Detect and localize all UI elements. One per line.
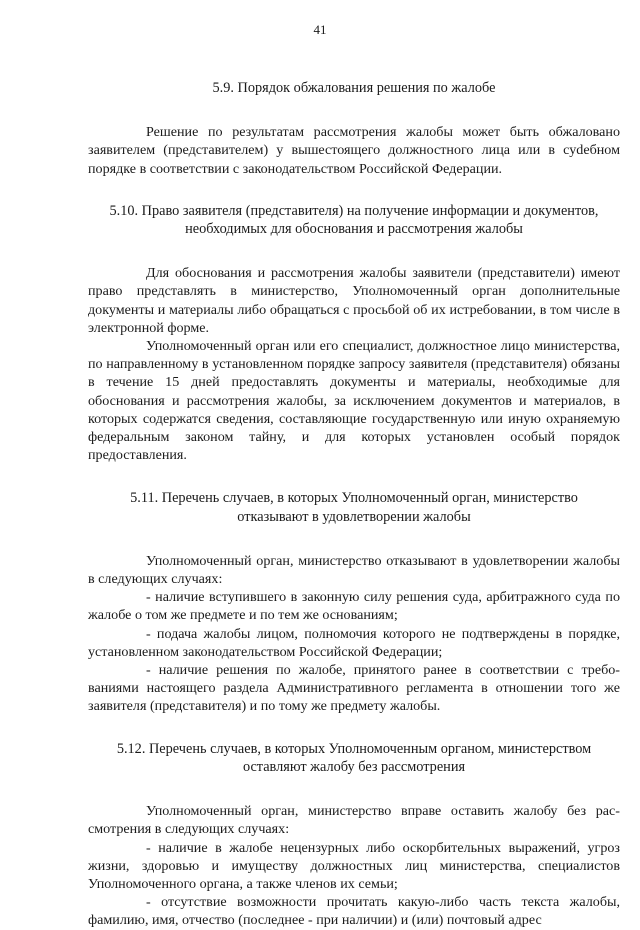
section-5-11: [88, 489, 620, 715]
paragraph: Уполномоченный орган или его специалист, должностное лицо министерства, по направленному в установленном порядке запросу заявителя (представителя) обязаны в течение 15 дней предоставлять документы и материалы, необходимые для обоснования и рассмотрения жалобы, за исключением документов и материалов, в которых содержатся сведения, составляющие государственную или иную охраняемую федеральным законом тайну, и для которых установлен особый порядок предоставления.: [88, 338, 620, 464]
paragraph: Уполномоченный орган, министерство вправе оставить жалобу без рассмотрения в следующих случаях:: [88, 803, 620, 838]
page-number: 41: [313, 22, 327, 37]
section-heading: 5.10. Право заявителя (представителя) на получение информации и документов, необходимых для обоснования и рассмотрения жалобы: [109, 202, 599, 238]
list-item: - наличие в жалобе нецензурных либо оскорбительных выражений, угроз жизни, здоровью и имуществу должностных лиц министерства, специалистов Уполномоченного органа, а также членов их семьи;: [88, 839, 620, 892]
document-body: [88, 79, 620, 930]
paragraph: Решение по результатам рассмотрения жалобы может быть обжаловано заявителем (представителем) у вышестоящего должностного лица или в суdебном порядке в соответствии с законодательством Российской Федерации.: [88, 124, 620, 177]
list-item: - подача жалобы лицом, полномочия которого не подтверждены в порядке, установленном законодательством Российской Федерации;: [88, 625, 620, 660]
section-5-10: [88, 202, 620, 465]
paragraph: Уполномоченный орган, министерство отказывают в удовлетворении жалобы в следующих случаях:: [88, 552, 620, 588]
paragraph: Для обоснования и рассмотрения жалобы заявители (представители) имеют право представлять в министерство, Уполномоченный орган дополнительные документы и материалы либо обращаться с просьбой об их истребовании, в том числе в электронной форме.: [88, 265, 620, 336]
section-heading: 5.9. Порядок обжалования решения по жалобе: [212, 80, 496, 96]
list-item: - наличие решения по жалобе, принятого ранее в соответствии с требованиями настоящего раздела Административного регламента в отношении того же заявителя (представителя) и по тому же предмету жалобы.: [88, 662, 620, 715]
section-5-9: [88, 79, 620, 178]
list-item: - наличие вступившего в законную силу решения суда, арбитражного суда по жалобе о том же предмете и по тем же основаниям;: [88, 589, 620, 624]
list-item: - отсутствие возможности прочитать какую-либо часть текста жалобы, фамилию, имя, отчество (последнее - при наличии) и (или) почтовый адрес: [88, 894, 620, 929]
section-heading: 5.11. Перечень случаев, в которых Уполномоченный орган, министерство отказывают в удовлетворении жалобы: [130, 490, 578, 525]
section-5-12: [88, 740, 620, 930]
section-heading: 5.12. Перечень случаев, в которых Уполномоченным органом, министерством оставляют жалобу без рассмотрения: [116, 740, 592, 775]
